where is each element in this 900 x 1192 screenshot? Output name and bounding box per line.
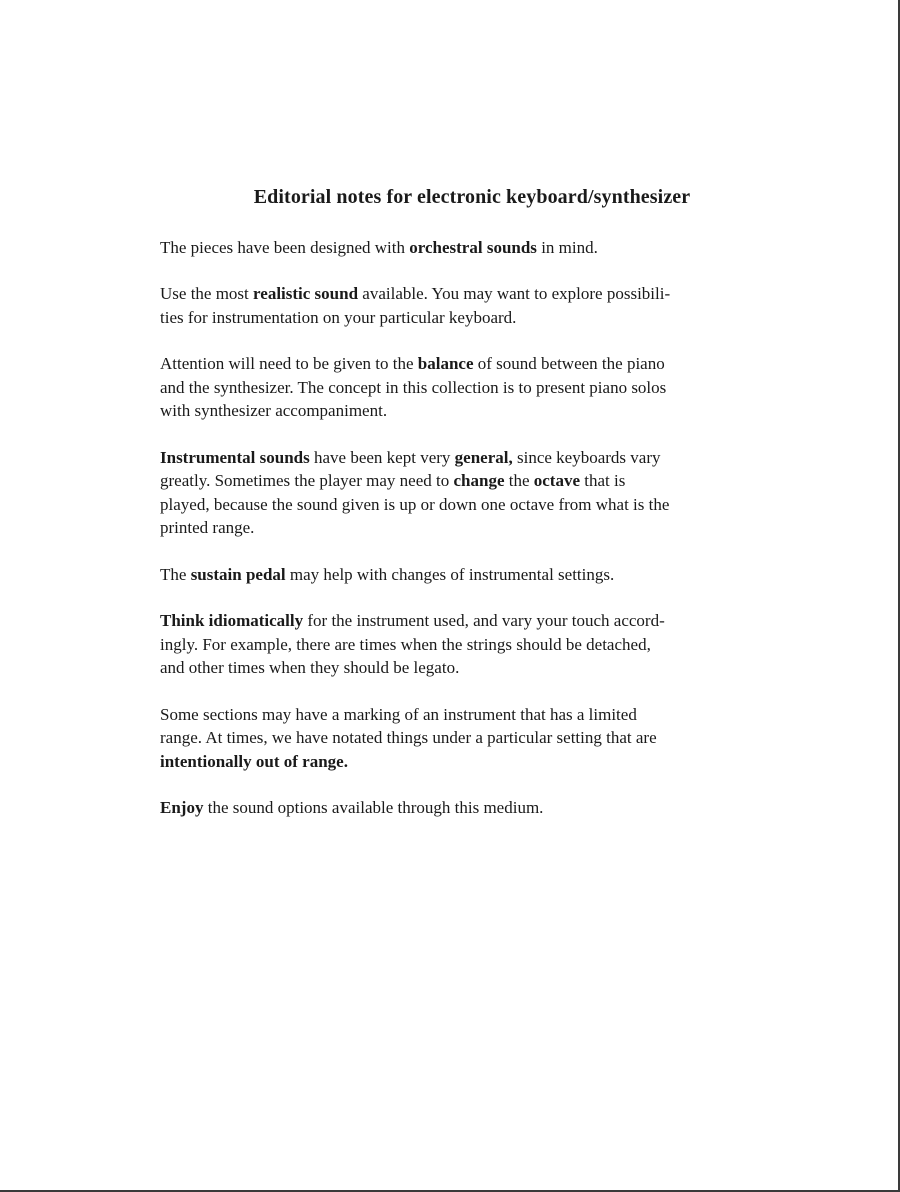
text-run: in mind. xyxy=(536,237,598,257)
bold-text: Think idiomatically xyxy=(160,611,304,630)
bold-text: octave xyxy=(533,471,581,490)
bold-text: sustain pedal xyxy=(190,564,286,584)
text-run: of sound between the piano xyxy=(473,354,665,373)
page-title: Editorial notes for electronic keyboard/synthesizer xyxy=(253,186,691,208)
paragraph-sustain-pedal xyxy=(160,563,770,587)
bold-text: realistic sound xyxy=(253,284,359,303)
paragraph-line: ties for instrumentation on your particular keyboard. xyxy=(160,307,517,327)
paragraph-line: printed range. xyxy=(160,518,255,537)
text-run: have been kept very xyxy=(309,447,455,467)
bold-text: general, xyxy=(454,447,513,467)
text-run: that is xyxy=(580,471,626,490)
paragraph-line: with synthesizer accompaniment. xyxy=(160,401,388,420)
paragraph-line xyxy=(160,282,770,306)
text-run: greatly. Sometimes the player may need to xyxy=(160,471,454,490)
paragraph-line xyxy=(160,446,770,470)
paragraph-line xyxy=(160,352,770,376)
document-body xyxy=(160,186,770,843)
paragraph-line: and other times when they should be legato. xyxy=(160,658,460,677)
paragraph-line: range. At times, we have notated things under a particular setting that are xyxy=(160,728,657,747)
text-run: The pieces have been designed with xyxy=(160,237,410,257)
text-run: the xyxy=(504,471,534,490)
bold-text: orchestral sounds xyxy=(409,237,537,257)
bold-text: intentionally out of range. xyxy=(160,751,348,771)
paragraph-enjoy xyxy=(160,796,770,820)
paragraph-line: played, because the sound given is up or down one octave from what is the xyxy=(160,494,670,514)
paragraph-out-of-range xyxy=(160,703,770,774)
paragraph-line xyxy=(160,609,770,633)
paragraph-think-idiomatically xyxy=(160,609,770,680)
paragraph-balance xyxy=(160,352,770,423)
paragraph-line xyxy=(160,469,770,493)
paragraph-line xyxy=(160,563,770,587)
bold-text: balance xyxy=(417,354,474,373)
bold-text: Enjoy xyxy=(160,798,204,817)
paragraph-realistic-sound xyxy=(160,282,770,329)
paragraph-line: ingly. For example, there are times when the strings should be detached, xyxy=(160,634,651,654)
text-run: for the instrument used, and vary your touch accord- xyxy=(303,611,665,630)
bold-text: Instrumental sounds xyxy=(160,447,310,467)
paragraph-line: and the synthesizer. The concept in this collection is to present piano solos xyxy=(160,377,667,397)
text-run: Use the most xyxy=(160,284,254,303)
paragraph-line xyxy=(160,796,770,820)
text-run: the sound options available through this medium. xyxy=(203,798,544,817)
text-run: available. You may want to explore possibili- xyxy=(358,284,671,303)
paragraph-line xyxy=(160,236,770,260)
text-run: Attention will need to be given to the xyxy=(160,354,418,373)
paragraph-line: Some sections may have a marking of an instrument that has a limited xyxy=(160,704,637,724)
text-run: may help with changes of instrumental settings. xyxy=(285,564,615,584)
paragraph-instrumental-sounds xyxy=(160,446,770,540)
text-run: The xyxy=(160,564,191,584)
paragraph-orchestral-sounds xyxy=(160,236,770,260)
bold-text: change xyxy=(453,471,505,490)
text-run: since keyboards vary xyxy=(512,447,661,467)
